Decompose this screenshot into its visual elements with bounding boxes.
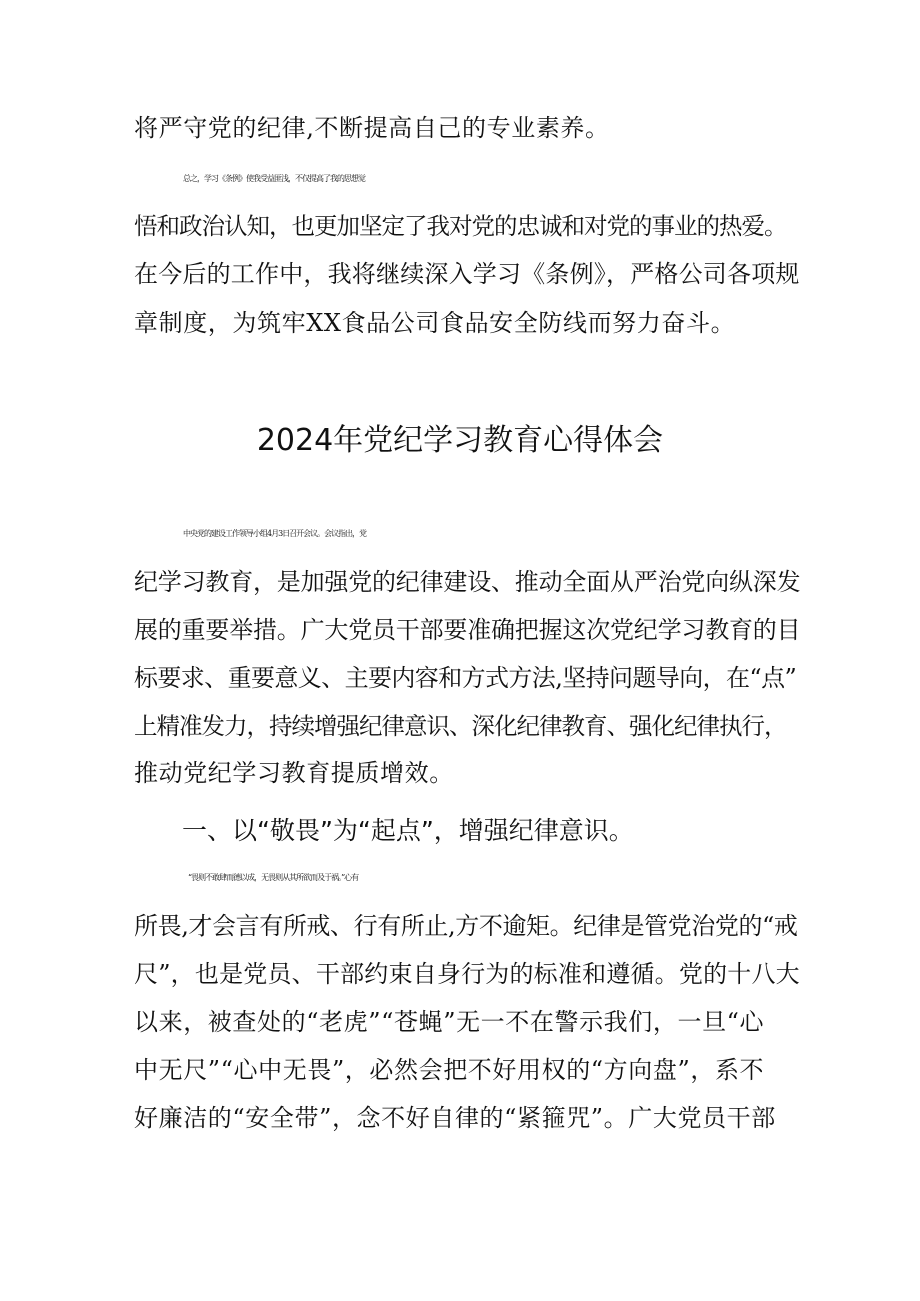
section-heading: 一、以“敬畏”为“起点”，增强纪律意识。 bbox=[182, 816, 634, 845]
section-line-5: 中无尺”“心中无畏”，必然会把不好用权的“方向盘”，系不 bbox=[134, 1056, 765, 1084]
intro-line-6: 推动党纪学习教育提质增效。 bbox=[134, 759, 454, 787]
conclusion-line-1: 总之，学习《条例》使我受益匪浅，不仅提高了我的思想觉 bbox=[183, 174, 365, 183]
conclusion-line-4: 章制度，为筑牢XX食品公司食品安全防线而努力奋斗。 bbox=[134, 309, 736, 337]
intro-line-4: 标要求、重要意义、主要内容和方式方法,坚持问题导向，在“点” bbox=[134, 664, 797, 692]
intro-line-1: 中央党的建设工作领导小组4月3日召开会议。会议指出，党 bbox=[183, 529, 367, 538]
intro-line-3: 展的重要举措。广大党员干部要准确把握这次党纪学习教育的目 bbox=[134, 616, 801, 644]
intro-line-2: 纪学习教育，是加强党的纪律建设、推动全面从严治党向纵深发 bbox=[134, 568, 801, 596]
continuation-line-1: 将严守党的纪律,不断提高自己的专业素养。 bbox=[134, 114, 610, 142]
document-title: 2024年党纪学习教育心得体会 bbox=[256, 423, 664, 458]
intro-line-5: 上精准发力，持续增强纪律意识、深化纪律教育、强化纪律执行， bbox=[134, 712, 787, 740]
conclusion-line-3: 在今后的工作中，我将继续深入学习《条例》，严格公司各项规 bbox=[134, 260, 800, 288]
section-line-4: 以来，被查处的“老虎”“苍蝇”无一不在警示我们，一旦“心 bbox=[134, 1008, 765, 1036]
section-line-6: 好廉洁的“安全带”，念不好自律的“紧箍咒”。广大党员干部 bbox=[134, 1104, 776, 1132]
section-line-3: 尺”，也是党员、干部约束自身行为的标准和遵循。党的十八大 bbox=[134, 960, 800, 988]
section-line-1: “畏则不敢肆而德以成，无畏则从其所欲而及于祸。”心有 bbox=[188, 873, 359, 882]
conclusion-line-2: 悟和政治认知，也更加坚定了我对党的忠诚和对党的事业的热爱。 bbox=[134, 212, 787, 240]
section-line-2: 所畏,才会言有所戒、行有所止,方不逾矩。纪律是管党治党的“戒 bbox=[134, 912, 798, 940]
